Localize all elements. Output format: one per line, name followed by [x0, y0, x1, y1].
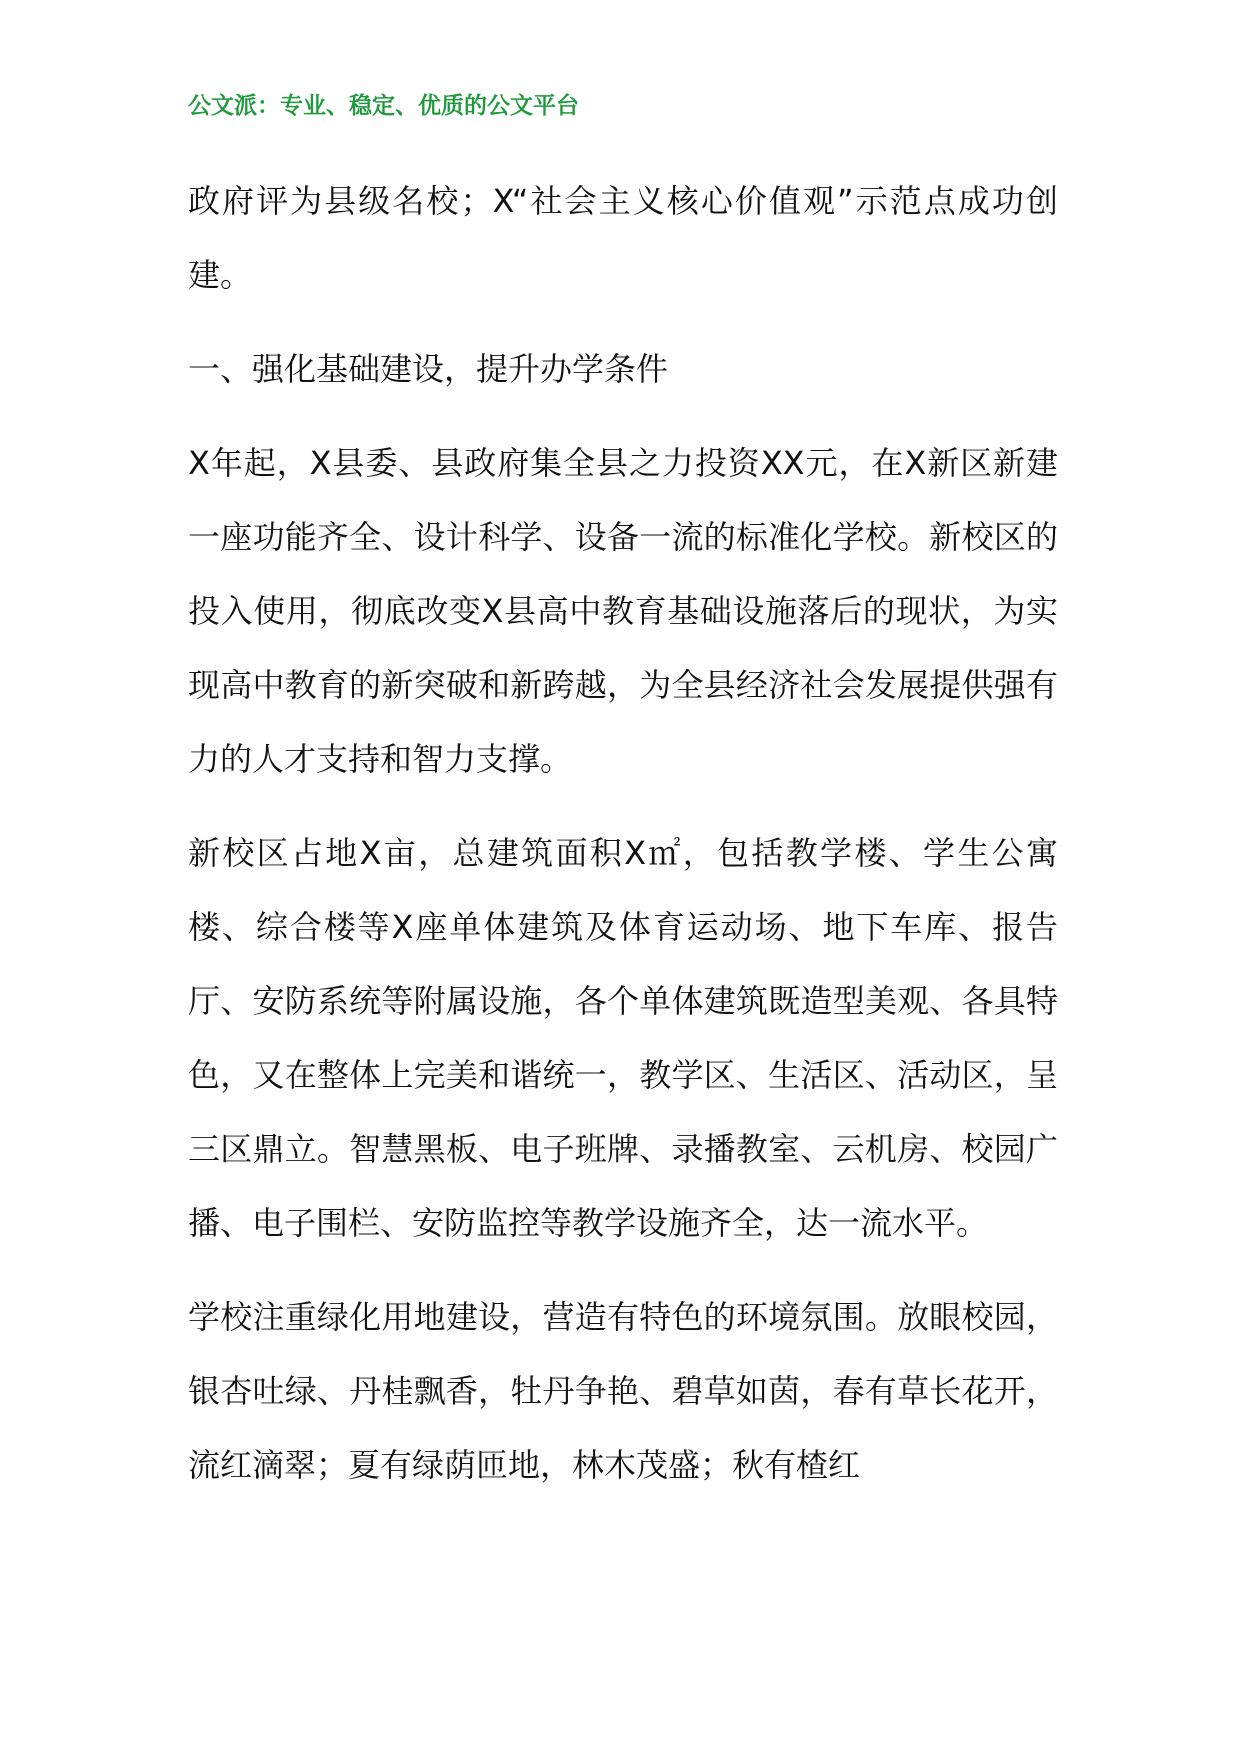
document-body — [188, 164, 1058, 1522]
section-heading: 一、强化基础建设，提升办学条件 — [188, 350, 669, 388]
paragraph-campus-facilities: 新校区占地X亩，总建筑面积X㎡，包括教学楼、学生公寓楼、综合楼等X座单体建筑及体育运动场、地下车库、报告厅、安防系统等附属设施，各个单体建筑既造型美观、各具特色，又在整体上完美和谐统一，教学区、生活区、活动区，呈三区鼎立。智慧黑板、电子班牌、录播教室、云机房、校园广播、电子围栏、安防监控等教学设施齐全，达一流水平。 — [188, 834, 1058, 1242]
paragraph-investment: X年起，X县委、县政府集全县之力投资XX元，在X新区新建一座功能齐全、设计科学、设备一流的标准化学校。新校区的投入使用，彻底改变X县高中教育基础设施落后的现状，为实现高中教育的新突破和新跨越，为全县经济社会发展提供强有力的人才支持和智力支撑。 — [188, 444, 1058, 778]
site-slogan: 公文派：专业、稳定、优质的公文平台 — [188, 93, 579, 119]
paragraph-intro-continuation: 政府评为县级名校；X“社会主义核心价值观”示范点成功创建。 — [188, 182, 1058, 294]
paragraph-greening: 学校注重绿化用地建设，营造有特色的环境氛围。放眼校园，银杏吐绿、丹桂飘香，牡丹争艳、碧草如茵，春有草长花开，流红滴翠；夏有绿荫匝地，林木茂盛；秋有楂红 — [188, 1298, 1058, 1484]
